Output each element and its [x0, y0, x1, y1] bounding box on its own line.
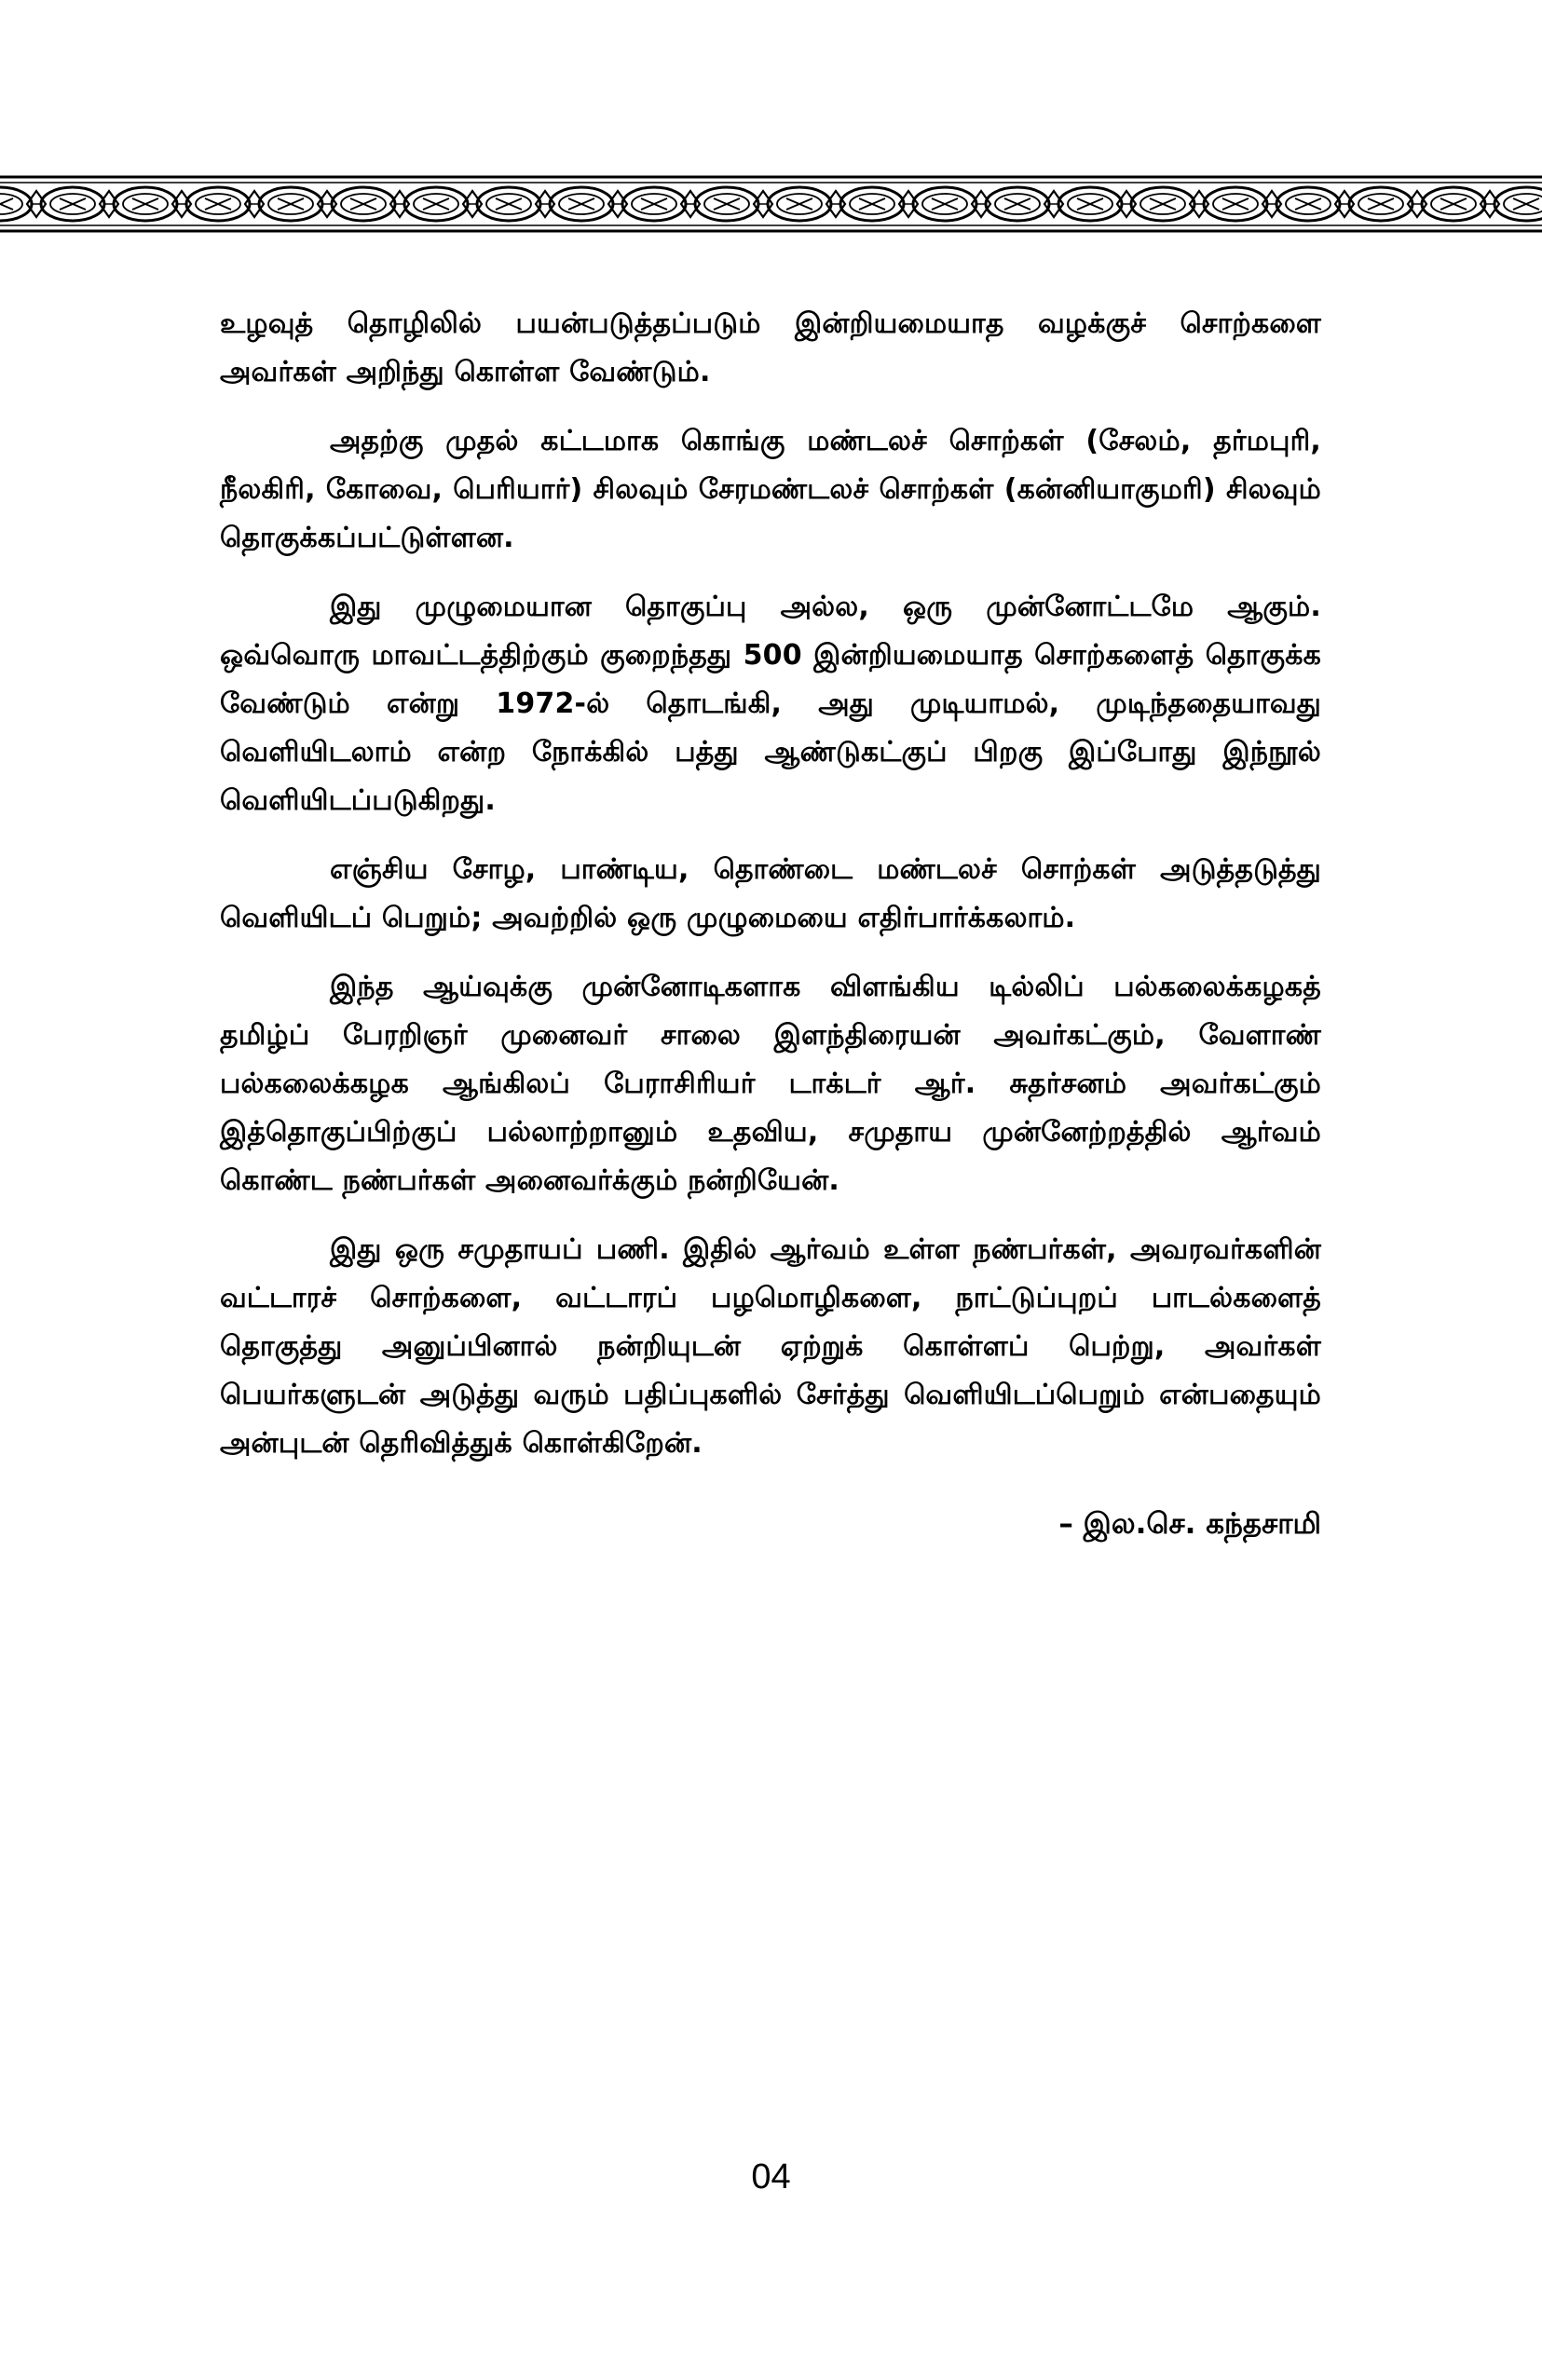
- border-ornament: [496, 198, 522, 210]
- border-ornament: [132, 198, 158, 210]
- border-ornament: [205, 198, 231, 210]
- author-signature: – இல.செ. கந்தசாமி: [1058, 1507, 1321, 1541]
- border-ornament: [423, 198, 449, 210]
- ornamental-chain-border: [0, 170, 1542, 238]
- border-ornament: [60, 198, 86, 210]
- border-ornament: [278, 198, 304, 210]
- paragraph-4: எஞ்சிய சோழ, பாண்டிய, தொண்டை மண்டலச் சொற்கள் அடுத்தடுத்து வெளியிடப் பெறும்; அவற்றில் ஒரு முழுமையை எதிர்பார்க்கலாம்.: [220, 853, 1321, 934]
- border-ornament: [1077, 198, 1103, 210]
- border-ornament: [1004, 198, 1030, 210]
- border-ornament: [641, 198, 667, 210]
- border-ornament: [1494, 187, 1542, 221]
- border-ornament: [350, 198, 376, 210]
- paragraph-5: இந்த ஆய்வுக்கு முன்னோடிகளாக விளங்கிய டில்லிப் பல்கலைக்கழகத் தமிழ்ப் பேரறிஞர் முனைவர் சாலை இளந்திரையன் அவர்கட்கும், வேளாண் பல்கலைக்கழக ஆங்கிலப் பேராசிரியர் டாக்டர் ஆர். சுதர்சனம் அவர்கட்கும் இத்தொகுப்பிற்குப் பல்லாற்றானும் உதவிய, சமுதாய முன்னேற்றத்தில் ஆர்வம் கொண்ட நண்பர்கள் அனைவர்க்கும் நன்றியேன்.: [220, 971, 1321, 1197]
- border-ornament: [786, 198, 812, 210]
- border-ornament: [568, 198, 594, 210]
- border-ornament: [1513, 198, 1539, 210]
- border-ornament: [1368, 198, 1394, 210]
- border-ornament: [0, 194, 22, 214]
- border-ornament: [859, 198, 885, 210]
- paragraph-3: இது முழுமையான தொகுப்பு அல்ல, ஒரு முன்னோட்டமே ஆகும். ஒவ்வொரு மாவட்டத்திற்கும் குறைந்தது 500 இன்றியமையாத சொற்களைத் தொகுக்க வேண்டும் என்று 1972-ல் தொடங்கி, அது முடியாமல், முடிந்ததையாவது வெளியிடலாம் என்ற நோக்கில் பத்து ஆண்டுகட்குப் பிறகு இப்போது இந்நூல் வெளியிடப்படுகிறது.: [220, 591, 1321, 817]
- paragraph-2: அதற்கு முதல் கட்டமாக கொங்கு மண்டலச் சொற்கள் (சேலம், தர்மபுரி, நீலகிரி, கோவை, பெரியார்) சிலவும் சேரமண்டலச் சொற்கள் (கன்னியாகுமரி) சிலவும் தொகுக்கப்பட்டுள்ளன.: [220, 425, 1321, 554]
- border-ornament: [1150, 198, 1176, 210]
- page-number: 04: [751, 2157, 791, 2196]
- border-ornament: [1222, 198, 1249, 210]
- border-ornament: [1504, 194, 1542, 214]
- border-ornament: [1440, 198, 1467, 210]
- border-ornament: [932, 198, 958, 210]
- paragraph-1: உழவுத் தொழிலில் பயன்படுத்தப்படும் இன்றியமையாத வழக்குச் சொற்களை அவர்கள் அறிந்து கொள்ள வேண்டும்.: [220, 307, 1321, 388]
- paragraph-6: இது ஒரு சமுதாயப் பணி. இதில் ஆர்வம் உள்ள நண்பர்கள், அவரவர்களின் வட்டாரச் சொற்களை, வட்டாரப் பழமொழிகளை, நாட்டுப்புறப் பாடல்களைத் தொகுத்து அனுப்பினால் நன்றியுடன் ஏற்றுக் கொள்ளப் பெற்று, அவர்கள் பெயர்களுடன் அடுத்து வரும் பதிப்புகளில் சேர்த்து வெளியிடப்பெறும் என்பதையும் அன்புடன் தெரிவித்துக் கொள்கிறேன்.: [220, 1233, 1321, 1460]
- page-body: [220, 300, 1321, 1548]
- border-ornament: [0, 198, 13, 210]
- border-ornament: [1295, 198, 1321, 210]
- decorative-border: [0, 170, 1542, 238]
- border-ornament: [714, 198, 740, 210]
